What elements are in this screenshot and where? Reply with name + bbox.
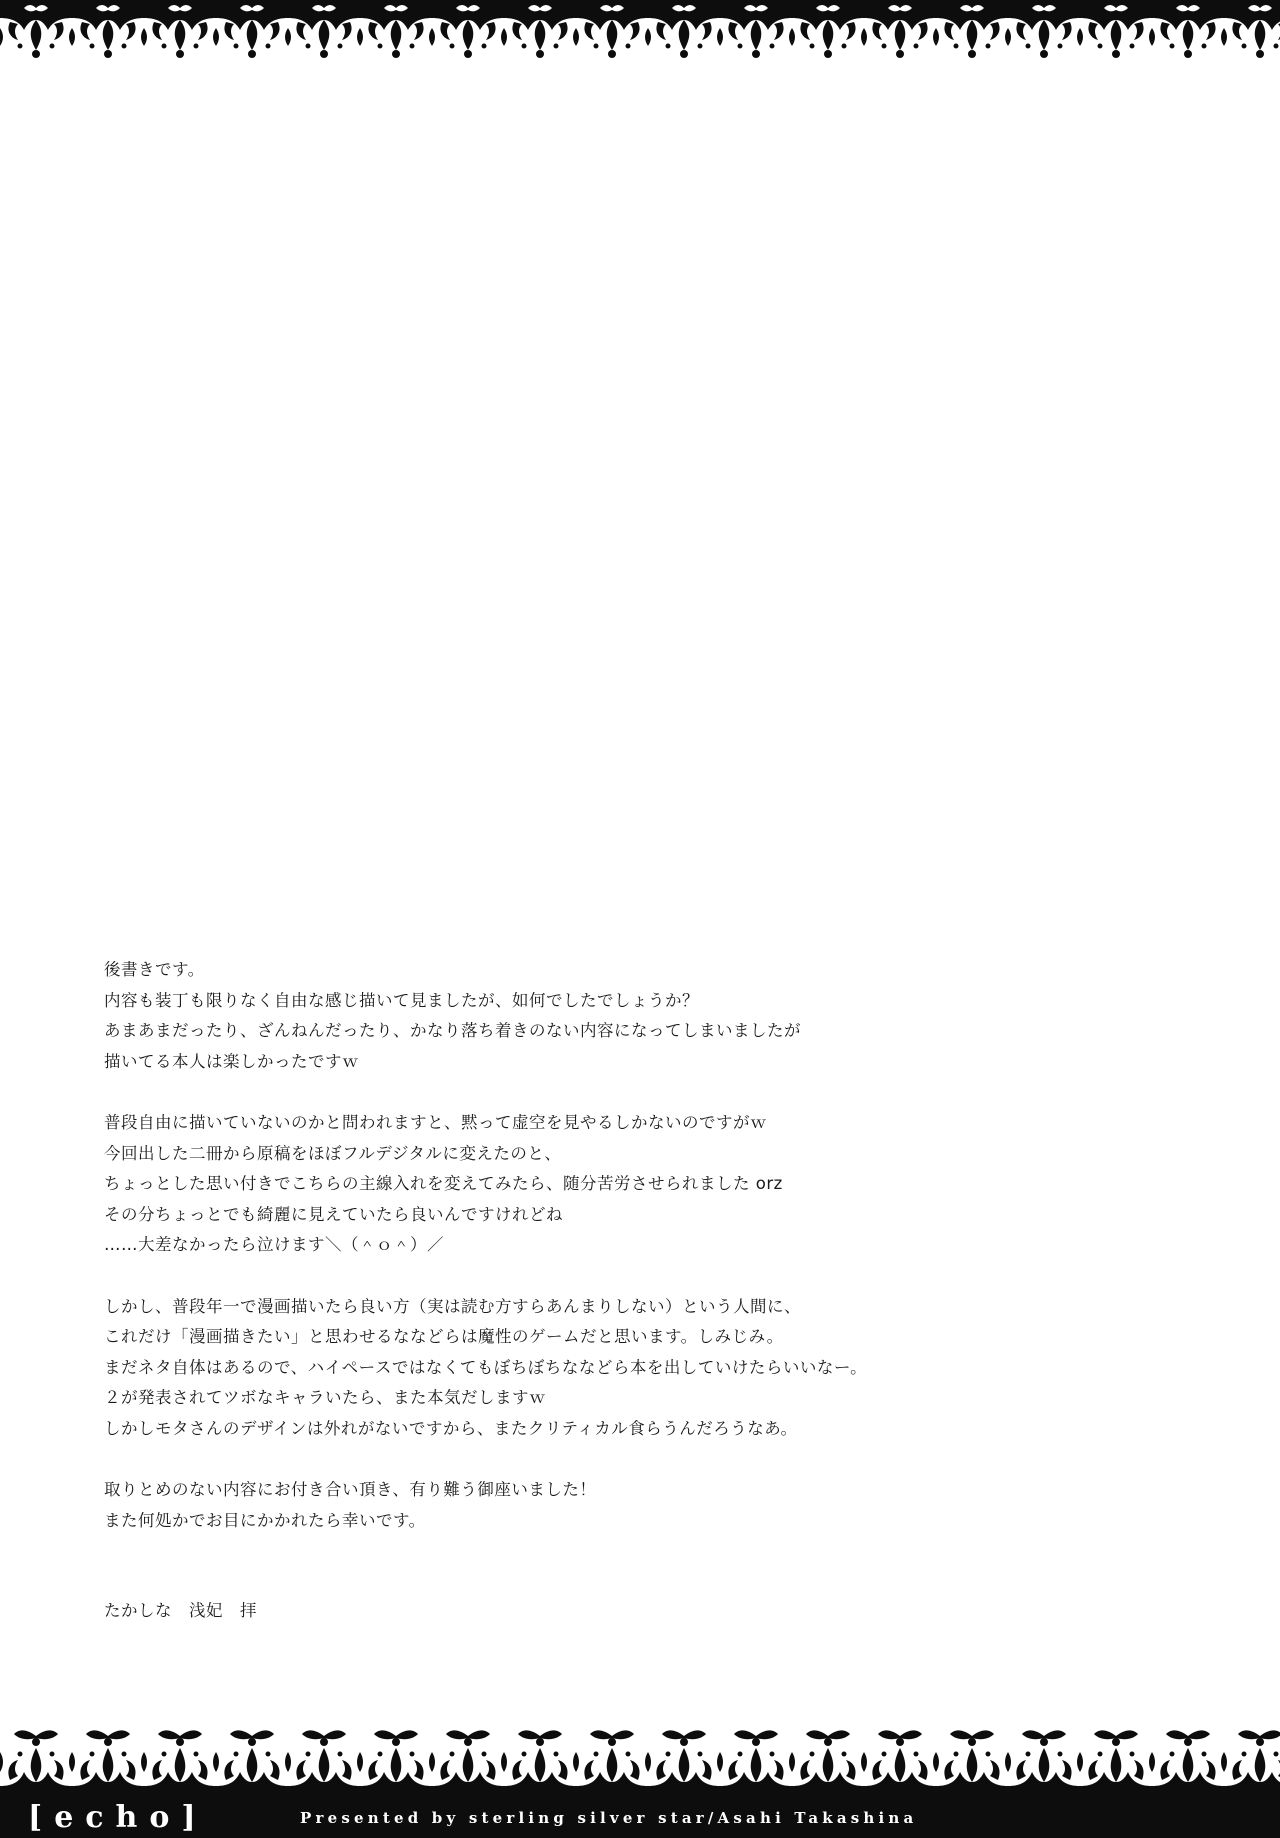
text-line: 描いてる本人は楽しかったですｗ [104, 1051, 359, 1071]
text-line: 後書きです。 [104, 960, 205, 979]
text-line: しかし、普段年一で漫画描いたら良い方（実は読む方すらあんまりしない）という人間に、 [104, 1296, 801, 1316]
text-line: あまあまだったり、ざんねんだったり、かなり落ち着きのない内容になってしまいましたが [104, 1021, 801, 1041]
text-line: しかしモタさんのデザインは外れがないですから、またクリティカル食らうんだろうなあ。 [104, 1418, 798, 1438]
paragraph-gap [104, 1261, 1204, 1292]
book-title: [echo] [28, 1800, 208, 1835]
text-line: ……大差なかったら泣けます＼（＾ｏ＾）／ [104, 1235, 444, 1255]
text-line: 今回出した二冊から原稿をほぼフルデジタルに変えたのと、 [104, 1143, 562, 1163]
afterword-text [104, 955, 1204, 1536]
paragraph-gap [104, 1077, 1204, 1108]
top-ornament-border [0, 0, 1280, 64]
paragraph-gap [104, 1445, 1204, 1476]
paragraph-thanks [104, 1475, 1204, 1536]
text-line: その分ちょっとでも綺麗に見えていたら良いんですけれどね [104, 1204, 563, 1224]
paragraph-intro [104, 955, 1204, 1077]
text-line: これだけ「漫画描きたい」と思わせるななどらは魔性のゲームだと思います。しみじみ。 [104, 1327, 784, 1347]
text-line: 内容も装丁も限りなく自由な感じ描いて見ましたが、如何でしたでしょうか？ [104, 990, 699, 1010]
paragraph-digital [104, 1108, 1204, 1261]
text-line: また何処かでお目にかかれたら幸いです。 [104, 1510, 426, 1530]
text-line: 取りとめのない内容にお付き合い頂き、有り難う御座いました！ [104, 1480, 597, 1500]
text-line: まだネタ自体はあるので、ハイペースではなくてもぼちぼちななどら本を出していけたらいいなー。 [104, 1357, 868, 1377]
text-line: ちょっとした思い付きでこちらの主線入れを変えてみたら、随分苦労させられました orz [104, 1174, 783, 1194]
credit-line: Presented by sterling silver star/Asahi Takashina [300, 1809, 918, 1827]
text-line: 普段自由に描いていないのかと問われますと、黙って虚空を見やるしかないのですがｗ [104, 1112, 767, 1132]
text-line: ２が発表されてツボなキャラいたら、また本気だしますｗ [104, 1388, 546, 1408]
author-signature: たかしな 浅妃 拝 [104, 1601, 257, 1620]
paragraph-game [104, 1292, 1204, 1445]
